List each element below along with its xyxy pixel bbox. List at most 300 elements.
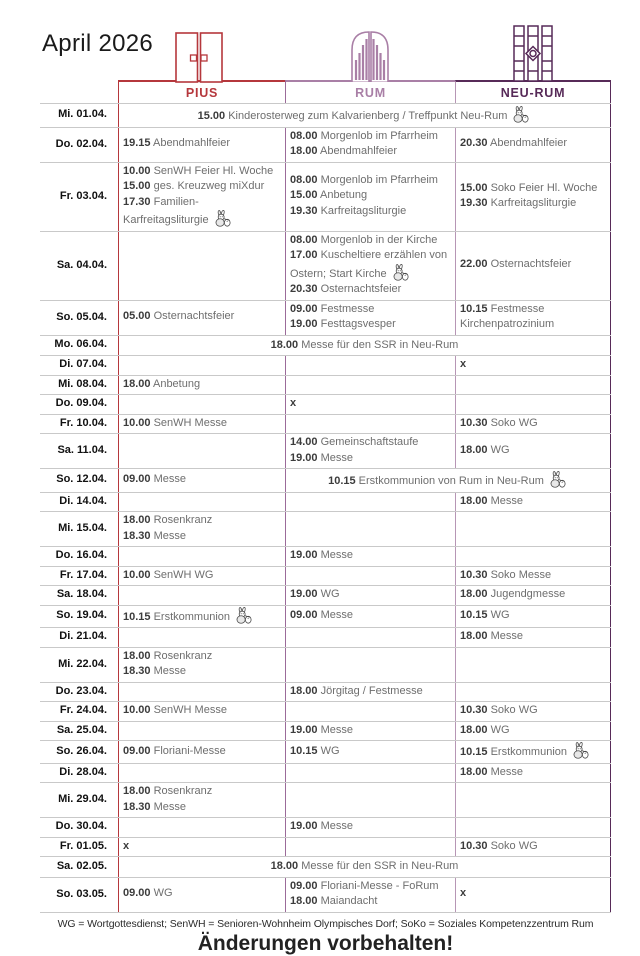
date-cell: Sa. 04.04.	[56, 258, 107, 271]
event	[198, 106, 532, 125]
event-time: 15.00	[123, 180, 151, 192]
cell-neurum	[455, 818, 611, 837]
event	[460, 357, 606, 373]
column-header-rum: RUM	[285, 80, 455, 103]
cell-rum	[285, 232, 455, 300]
date-cell: Di. 28.04.	[59, 765, 107, 778]
easter-bunny-icon	[233, 607, 254, 624]
event-time: 20.30	[290, 283, 318, 295]
event-time: 18.00	[460, 588, 488, 600]
event-description: Festmesse	[320, 302, 375, 315]
event	[123, 886, 281, 902]
cell-neurum	[455, 764, 611, 783]
event-description: Gemeinschaftstaufe	[320, 436, 419, 448]
event-description: Messe	[320, 609, 353, 621]
date-cell: So. 26.04.	[56, 744, 107, 757]
event-description: SenWH WG	[153, 568, 214, 581]
cell-rum	[285, 512, 455, 546]
event	[290, 684, 451, 700]
event-description: Soko WG	[490, 416, 538, 429]
event	[290, 302, 451, 318]
event-time: 10.15	[328, 475, 356, 487]
event-time: 10.30	[460, 839, 488, 852]
event	[290, 233, 451, 249]
notice-text: Änderungen vorbehalten!	[197, 931, 454, 955]
event	[460, 886, 606, 902]
date-cell: Mi. 29.04.	[58, 793, 107, 805]
event	[460, 839, 606, 855]
pius-double-door-icon	[175, 32, 223, 83]
cell-neurum	[455, 741, 611, 763]
event	[460, 629, 606, 645]
event-time: 18.00	[460, 443, 488, 456]
event	[328, 471, 568, 490]
event-description: WG	[320, 744, 340, 757]
event-time: 10.30	[460, 568, 488, 581]
event	[290, 144, 451, 160]
date-cell: Fr. 10.04.	[59, 416, 107, 429]
event-time: 08.00	[290, 129, 318, 142]
cell-rum	[285, 356, 455, 375]
event	[123, 309, 281, 325]
event-time: 20.30	[460, 137, 488, 150]
cell-pius	[118, 702, 285, 721]
event-time: 19.00	[290, 318, 318, 330]
cell-rum	[285, 586, 455, 605]
event-time: 18.00	[123, 649, 151, 662]
event-description: Messe	[320, 549, 353, 561]
event-time: x	[460, 358, 467, 370]
cell-neurum	[455, 163, 611, 231]
event-description: Morgenlob im Pfarrheim	[320, 173, 438, 186]
event	[123, 568, 281, 584]
cell-pius	[118, 376, 285, 395]
cell-neurum	[455, 415, 611, 434]
event-time: 15.00	[197, 110, 226, 122]
event-time: 19.00	[290, 820, 318, 832]
event-time: x	[123, 839, 130, 852]
date-cell: So. 03.05.	[56, 887, 107, 900]
event-description: Messe	[153, 665, 186, 677]
span-all-cell	[118, 857, 611, 877]
event-description: Soko Feier Hl. Woche	[490, 181, 598, 194]
event	[290, 435, 451, 451]
table-row	[40, 162, 611, 231]
date-cell: Fr. 01.05.	[59, 839, 107, 852]
table-row	[40, 414, 611, 434]
event-description: Messe	[153, 800, 186, 813]
easter-bunny-icon	[510, 106, 531, 123]
event-description: Kinderosterweg zum Kalvarienberg / Treffpunkt Neu-Rum	[228, 110, 508, 122]
event	[290, 587, 451, 603]
event-description: Anbetung	[152, 377, 201, 390]
event	[123, 703, 281, 719]
event-description: Rosenkranz	[153, 785, 213, 797]
event-description: Festtagsvesper	[320, 318, 396, 330]
cell-neurum	[455, 606, 611, 628]
cell-rum	[285, 395, 455, 414]
event-description: Rosenkranz	[153, 649, 213, 662]
cell-neurum	[455, 586, 611, 605]
event	[290, 744, 451, 760]
event	[290, 129, 451, 145]
event-time: 18.30	[123, 529, 151, 542]
event-description: SenWH Messe	[153, 416, 227, 429]
cell-rum	[285, 434, 455, 468]
event	[460, 302, 606, 333]
event	[460, 608, 606, 624]
cell-pius	[118, 469, 285, 492]
date-cell: Di. 21.04.	[59, 630, 107, 643]
event	[290, 317, 451, 333]
event-description: Osternachtsfeier	[490, 258, 572, 271]
cell-rum	[285, 493, 455, 512]
event	[290, 819, 451, 835]
cell-pius	[118, 722, 285, 741]
neurum-church-facade-icon	[513, 25, 553, 82]
easter-bunny-icon	[547, 471, 568, 488]
event	[290, 173, 451, 189]
event	[290, 548, 451, 564]
cell-neurum	[455, 512, 611, 546]
event-time: 10.00	[123, 164, 151, 177]
table-row	[40, 877, 611, 912]
table-row	[40, 231, 611, 300]
cell-pius	[118, 878, 285, 912]
event	[123, 664, 281, 680]
event-time: 18.00	[460, 765, 488, 778]
cell-pius	[118, 232, 285, 300]
event-description: Soko WG	[490, 839, 538, 852]
event-time: x	[290, 397, 297, 409]
date-cell: Sa. 25.04.	[56, 723, 107, 736]
schedule-table	[40, 80, 611, 956]
cell-pius	[118, 838, 285, 857]
event-description: Messe	[320, 723, 353, 736]
event-time: 19.30	[460, 197, 488, 209]
cell-neurum	[455, 878, 611, 912]
event-description: Karfreitagsliturgie	[320, 204, 407, 217]
event	[460, 257, 606, 273]
event-time: 17.30	[123, 195, 151, 208]
cell-pius	[118, 434, 285, 468]
event-description: ges. Kreuzweg miXdur	[153, 180, 265, 192]
event	[123, 195, 281, 229]
event-time: 18.00	[270, 860, 299, 872]
cell-pius	[118, 356, 285, 375]
date-cell: Mo. 06.04.	[54, 338, 107, 351]
table-row	[40, 546, 611, 566]
event-description: Karfreitagsliturgie	[490, 197, 577, 209]
cell-neurum	[455, 838, 611, 857]
event	[460, 703, 606, 719]
table-row	[40, 103, 611, 127]
cell-rum	[285, 628, 455, 647]
column-header-neurum: NEU-RUM	[455, 80, 611, 103]
event	[123, 607, 281, 626]
cell-rum	[285, 764, 455, 783]
date-cell: Do. 09.04.	[55, 397, 107, 410]
cell-pius	[118, 783, 285, 817]
table-row	[40, 585, 611, 605]
event-time: 08.00	[290, 173, 318, 186]
event-description: Rosenkranz	[153, 514, 213, 526]
table-row	[40, 701, 611, 721]
event-time: 17.00	[290, 249, 318, 261]
event-time: 18.00	[290, 895, 318, 907]
event-description: Kuscheltiere erzählen von Ostern; Start Kirche	[290, 249, 448, 280]
cell-neurum	[455, 683, 611, 702]
event-description: WG	[320, 588, 340, 600]
event-time: 09.00	[123, 887, 151, 900]
event-time: 14.00	[290, 436, 318, 448]
cell-pius	[118, 493, 285, 512]
event-time: 18.00	[270, 338, 299, 351]
cell-pius	[118, 628, 285, 647]
date-cell: Mi. 22.04.	[58, 657, 107, 670]
table-row	[40, 856, 611, 877]
cell-rum	[285, 415, 455, 434]
cell-neurum	[455, 722, 611, 741]
event	[123, 800, 281, 816]
table-row	[40, 375, 611, 395]
cell-pius	[118, 606, 285, 628]
date-cell: Do. 16.04.	[55, 549, 107, 562]
event	[290, 188, 451, 204]
cell-pius	[118, 648, 285, 682]
event-description: WG	[153, 887, 173, 900]
event-description: Festmesse Kirchenpatrozinium	[460, 302, 555, 330]
span-all-cell	[118, 104, 611, 127]
event-time: 18.00	[460, 494, 488, 507]
date-cell: Di. 14.04.	[59, 494, 107, 507]
event	[123, 839, 281, 855]
event-description: SenWH Feier Hl. Woche	[153, 164, 274, 177]
event	[123, 744, 281, 760]
event-time: 10.00	[123, 568, 151, 581]
event	[290, 894, 451, 910]
event-description: Anbetung	[319, 189, 368, 202]
event-time: 18.00	[123, 377, 151, 390]
cell-rum	[285, 838, 455, 857]
cell-rum	[285, 783, 455, 817]
event	[460, 181, 606, 197]
cell-neurum	[455, 232, 611, 300]
cell-rum	[285, 376, 455, 395]
event-time: 18.00	[460, 630, 488, 642]
date-cell: Mi. 01.04.	[58, 108, 107, 121]
cell-rum	[285, 741, 455, 763]
event-time: 05.00	[123, 310, 151, 323]
cell-neurum	[455, 301, 611, 335]
cell-neurum	[455, 434, 611, 468]
cell-neurum	[455, 702, 611, 721]
easter-bunny-icon	[570, 742, 591, 759]
event-description: Messe	[490, 494, 523, 507]
event-time: 18.30	[123, 665, 151, 677]
cell-pius	[118, 586, 285, 605]
event-description: Messe	[153, 473, 186, 485]
column-header-pius: PIUS	[118, 80, 285, 103]
cell-pius	[118, 567, 285, 586]
table-header	[40, 80, 611, 103]
event-time: 19.30	[290, 204, 318, 217]
cell-pius	[118, 301, 285, 335]
event-description: Floriani-Messe - FoRum	[320, 879, 439, 892]
event-time: 18.00	[123, 514, 151, 526]
event-time: 18.00	[123, 785, 151, 797]
table-row	[40, 335, 611, 356]
cell-pius	[118, 163, 285, 231]
table-row	[40, 627, 611, 647]
easter-bunny-icon	[212, 210, 233, 227]
cell-neurum	[455, 376, 611, 395]
event-description: Floriani-Messe	[153, 744, 226, 757]
table-row	[40, 394, 611, 414]
rum-organ-arch-icon	[351, 30, 389, 82]
date-cell: Do. 30.04.	[55, 820, 107, 833]
event-description: Messe für den SSR in Neu-Rum	[301, 338, 459, 351]
cell-neurum	[455, 356, 611, 375]
table-row	[40, 647, 611, 682]
event-time: 10.30	[460, 704, 488, 716]
event-time: 18.00	[460, 723, 488, 736]
cell-pius	[118, 741, 285, 763]
table-row	[40, 468, 611, 492]
table-row	[40, 682, 611, 702]
cell-pius	[118, 512, 285, 546]
event-description: Soko WG	[490, 704, 538, 716]
event	[290, 396, 451, 412]
event-time: 09.00	[290, 302, 318, 315]
event-time: 19.00	[290, 588, 318, 600]
date-cell: Sa. 11.04.	[57, 444, 107, 456]
event	[290, 608, 451, 624]
table-row	[40, 763, 611, 783]
table-row	[40, 566, 611, 586]
page-title: April 2026	[42, 30, 154, 57]
event	[123, 377, 281, 393]
event-description: Erstkommunion	[490, 746, 568, 758]
event	[123, 784, 281, 800]
event	[460, 196, 606, 212]
cell-neurum	[455, 395, 611, 414]
cell-rum	[285, 702, 455, 721]
event-time: 22.00	[460, 258, 488, 271]
table-row	[40, 721, 611, 741]
event-time: 10.30	[460, 416, 488, 429]
table-row	[40, 817, 611, 837]
event-description: WG	[490, 723, 510, 736]
cell-pius	[118, 415, 285, 434]
event	[460, 568, 606, 584]
cell-neurum	[455, 783, 611, 817]
event	[460, 136, 606, 152]
event-time: 10.15	[460, 302, 488, 315]
event	[460, 587, 606, 603]
event-description: WG	[490, 443, 510, 456]
event-description: Messe	[153, 529, 186, 542]
event-time: 19.00	[290, 723, 318, 736]
event	[123, 164, 281, 180]
event-description: Jugendgmesse	[490, 588, 566, 600]
cell-pius	[118, 128, 285, 162]
table-row	[40, 127, 611, 162]
date-cell: Di. 07.04.	[59, 358, 107, 371]
date-cell: Do. 23.04.	[55, 684, 107, 697]
event-time: 15.00	[290, 189, 318, 202]
date-cell: So. 19.04.	[56, 609, 107, 622]
event-time: x	[460, 887, 467, 900]
table-row	[40, 300, 611, 335]
table-body	[40, 103, 611, 913]
cell-pius	[118, 395, 285, 414]
event	[460, 723, 606, 739]
date-cell: Fr. 03.04.	[59, 189, 107, 202]
date-cell: Mi. 15.04.	[58, 522, 107, 534]
event	[123, 513, 281, 529]
event	[123, 179, 281, 195]
event-description: WG	[490, 609, 510, 621]
span-rum-neurum-cell	[285, 469, 611, 492]
span-all-cell	[118, 336, 611, 356]
cell-rum	[285, 722, 455, 741]
event-description: Maiandacht	[320, 895, 378, 907]
cell-pius	[118, 764, 285, 783]
cell-rum	[285, 163, 455, 231]
date-cell: Do. 02.04.	[55, 137, 107, 150]
event-description: Messe	[490, 630, 523, 642]
cell-neurum	[455, 547, 611, 566]
event	[460, 742, 606, 761]
table-row	[40, 605, 611, 628]
cell-pius	[118, 683, 285, 702]
date-cell: So. 12.04.	[56, 473, 107, 486]
date-cell: Fr. 17.04.	[59, 568, 107, 581]
event-time: 18.30	[123, 800, 151, 813]
event-description: SenWH Messe	[153, 704, 227, 716]
event	[290, 248, 451, 282]
event-description: Messe für den SSR in Neu-Rum	[301, 860, 459, 872]
cell-pius	[118, 818, 285, 837]
event-time: 09.00	[123, 473, 151, 485]
event-time: 09.00	[290, 609, 318, 621]
cell-rum	[285, 301, 455, 335]
cell-rum	[285, 683, 455, 702]
event-time: 19.00	[290, 451, 318, 464]
event-description: Abendmahlfeier	[319, 145, 398, 157]
cell-rum	[285, 648, 455, 682]
event-description: Messe	[320, 451, 353, 464]
event-time: 19.15	[123, 137, 151, 150]
event	[460, 494, 606, 510]
legend-text: WG = Wortgottesdienst; SenWH = Senioren-Wohnheim Olympisches Dorf; SoKo = Soziales Kompetenzzentrum Rum	[57, 917, 594, 930]
event-time: 10.15	[460, 746, 488, 758]
event-description: Messe	[320, 820, 353, 832]
date-cell: Mi. 08.04.	[58, 377, 107, 390]
date-cell: Sa. 18.04.	[56, 588, 107, 601]
cell-rum	[285, 878, 455, 912]
date-cell: So. 05.04.	[56, 310, 107, 323]
event-description: Abendmahlfeier	[489, 137, 568, 150]
header-date-spacer	[40, 80, 118, 103]
event	[290, 723, 451, 739]
event	[123, 136, 281, 152]
event-time: 10.15	[290, 744, 318, 757]
cell-neurum	[455, 648, 611, 682]
cell-neurum	[455, 128, 611, 162]
table-row	[40, 492, 611, 512]
